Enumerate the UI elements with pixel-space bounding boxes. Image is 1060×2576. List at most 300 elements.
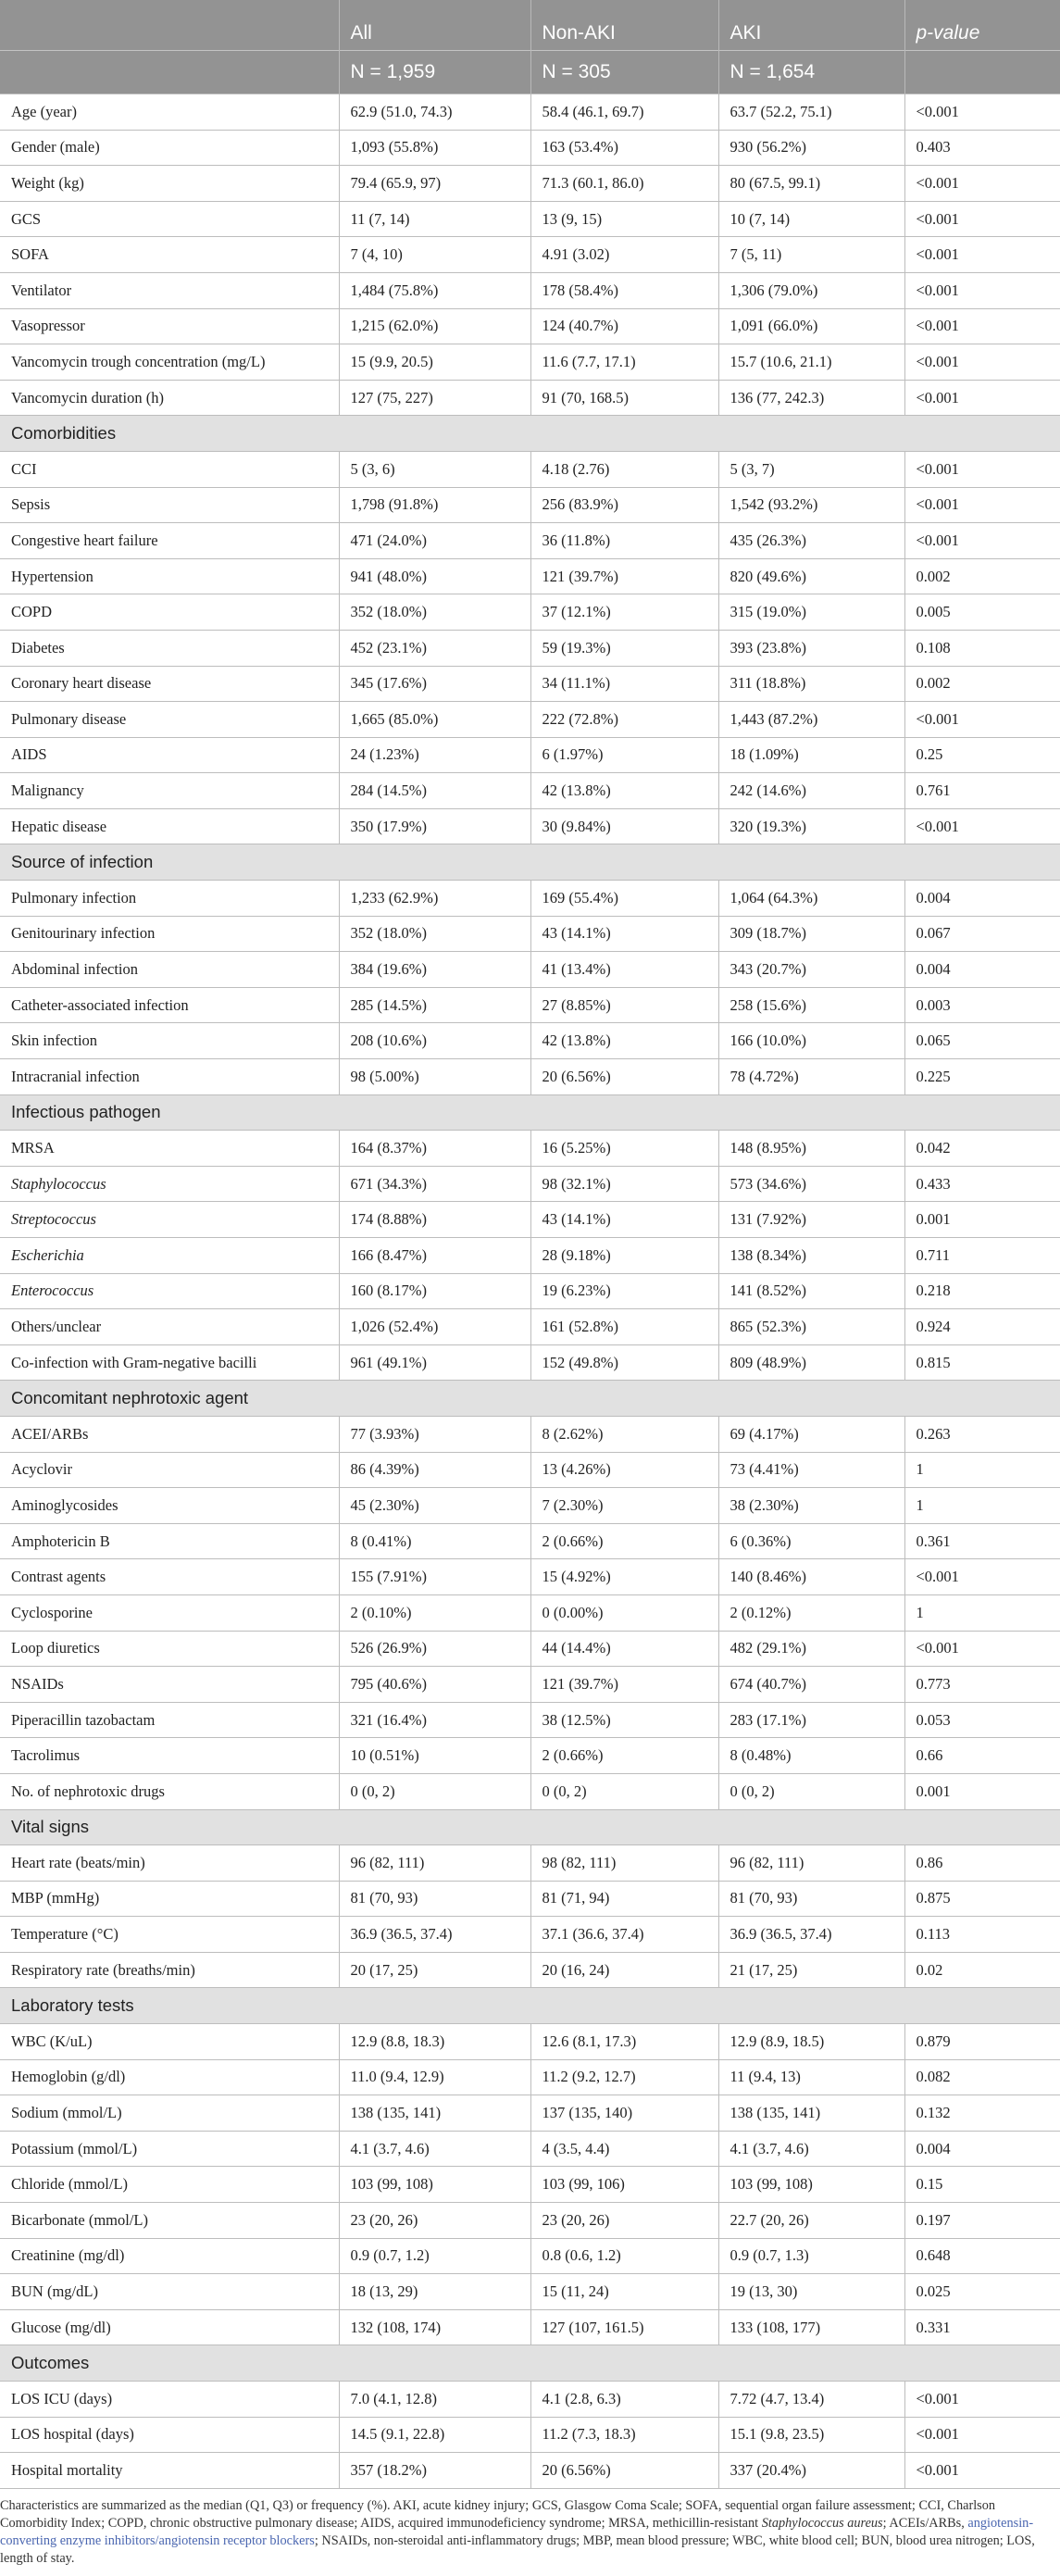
p-value-cell: 0.218: [904, 1273, 1060, 1309]
header-p-value: p-value: [904, 0, 1060, 51]
p-value-cell: <0.001: [904, 272, 1060, 308]
non-aki-cell: 0.8 (0.6, 1.2): [530, 2238, 718, 2274]
p-value-cell: 0.042: [904, 1131, 1060, 1167]
aki-cell: 69 (4.17%): [718, 1416, 904, 1452]
non-aki-cell: 4.1 (2.8, 6.3): [530, 2382, 718, 2418]
table-row: [0, 487, 1060, 523]
aki-cell: 482 (29.1%): [718, 1631, 904, 1667]
footnote-text-1: Characteristics are summarized as the median (Q1, Q3) or frequency (%). AKI, acute kidney injury; GCS, Glasgow Coma Scale; SOFA, sequential organ failure assessment; CCI, Charlson Comorbidity Index; COPD, chronic obstructive pulmonary disease; AIDS, acquired immunodeficiency syndrome; MRSA, methicillin-resistant: [0, 2498, 996, 2531]
aki-cell: 131 (7.92%): [718, 1202, 904, 1238]
p-value-cell: 0.025: [904, 2274, 1060, 2310]
all-cell: 10 (0.51%): [339, 1738, 530, 1774]
p-value-cell: 0.004: [904, 2131, 1060, 2167]
p-value-cell: 1: [904, 1452, 1060, 1488]
table-row: [0, 1667, 1060, 1703]
p-value-cell: 0.004: [904, 952, 1060, 988]
all-cell: 941 (48.0%): [339, 558, 530, 594]
table-row: [0, 1238, 1060, 1274]
non-aki-cell: 38 (12.5%): [530, 1702, 718, 1738]
footnote-italic-species: Staphylococcus aureus: [761, 2516, 883, 2531]
p-value-cell: <0.001: [904, 166, 1060, 202]
aki-cell: 337 (20.4%): [718, 2453, 904, 2489]
non-aki-cell: 121 (39.7%): [530, 1667, 718, 1703]
p-value-cell: 0.02: [904, 1952, 1060, 1988]
table-row: [0, 1488, 1060, 1524]
row-label-cell: BUN (mg/dL): [0, 2274, 339, 2310]
row-label-cell: NSAIDs: [0, 1667, 339, 1703]
non-aki-cell: 13 (4.26%): [530, 1452, 718, 1488]
p-value-cell: 0.648: [904, 2238, 1060, 2274]
p-value-cell: 0.15: [904, 2167, 1060, 2203]
all-cell: 138 (135, 141): [339, 2095, 530, 2132]
non-aki-cell: 6 (1.97%): [530, 737, 718, 773]
row-label-cell: Loop diuretics: [0, 1631, 339, 1667]
aki-cell: 0.9 (0.7, 1.3): [718, 2238, 904, 2274]
table-row: [0, 1917, 1060, 1953]
section-header-row: [0, 1381, 1060, 1417]
row-label-cell: Catheter-associated infection: [0, 987, 339, 1023]
table-row: [0, 237, 1060, 273]
aki-cell: 19 (13, 30): [718, 2274, 904, 2310]
all-cell: 77 (3.93%): [339, 1416, 530, 1452]
row-label-cell: Malignancy: [0, 773, 339, 809]
p-value-cell: <0.001: [904, 1631, 1060, 1667]
table-row: [0, 2131, 1060, 2167]
non-aki-cell: 121 (39.7%): [530, 558, 718, 594]
row-label-cell: Pulmonary disease: [0, 702, 339, 738]
p-value-cell: 0.132: [904, 2095, 1060, 2132]
aki-cell: 36.9 (36.5, 37.4): [718, 1917, 904, 1953]
all-cell: 961 (49.1%): [339, 1344, 530, 1381]
aki-cell: 141 (8.52%): [718, 1273, 904, 1309]
p-value-cell: 0.053: [904, 1702, 1060, 1738]
section-header-row: [0, 2345, 1060, 2382]
all-cell: 24 (1.23%): [339, 737, 530, 773]
p-value-cell: <0.001: [904, 237, 1060, 273]
footnote-link-acei-arb[interactable]: angiotensin-converting enzyme inhibitors/angiotensin receptor blockers: [0, 2516, 1034, 2548]
aki-cell: 81 (70, 93): [718, 1881, 904, 1917]
all-cell: 0 (0, 2): [339, 1773, 530, 1809]
all-cell: 20 (17, 25): [339, 1952, 530, 1988]
p-value-cell: 0.361: [904, 1523, 1060, 1559]
non-aki-cell: 28 (9.18%): [530, 1238, 718, 1274]
p-value-cell: 0.773: [904, 1667, 1060, 1703]
section-header-row: [0, 1809, 1060, 1845]
p-value-cell: <0.001: [904, 2382, 1060, 2418]
p-value-cell: 0.002: [904, 666, 1060, 702]
all-cell: 1,484 (75.8%): [339, 272, 530, 308]
table-row: [0, 1523, 1060, 1559]
non-aki-cell: 15 (11, 24): [530, 2274, 718, 2310]
aki-cell: 0 (0, 2): [718, 1773, 904, 1809]
non-aki-cell: 20 (6.56%): [530, 1059, 718, 1095]
non-aki-cell: 27 (8.85%): [530, 987, 718, 1023]
all-cell: 132 (108, 174): [339, 2309, 530, 2345]
table-row: [0, 2417, 1060, 2453]
p-value-cell: 0.002: [904, 558, 1060, 594]
table-row: [0, 1202, 1060, 1238]
table-row: [0, 308, 1060, 344]
table-row: [0, 1702, 1060, 1738]
aki-cell: 4.1 (3.7, 4.6): [718, 2131, 904, 2167]
row-label-cell: Hemoglobin (g/dl): [0, 2059, 339, 2095]
p-value-cell: 1: [904, 1488, 1060, 1524]
table-row: [0, 881, 1060, 917]
all-cell: 1,665 (85.0%): [339, 702, 530, 738]
aki-cell: 96 (82, 111): [718, 1845, 904, 1882]
row-label-cell: Sepsis: [0, 487, 339, 523]
non-aki-cell: 19 (6.23%): [530, 1273, 718, 1309]
all-cell: 1,798 (91.8%): [339, 487, 530, 523]
non-aki-cell: 12.6 (8.1, 17.3): [530, 2024, 718, 2060]
table-row: [0, 1273, 1060, 1309]
non-aki-cell: 4.18 (2.76): [530, 451, 718, 487]
section-header-row: [0, 844, 1060, 881]
aki-cell: 1,091 (66.0%): [718, 308, 904, 344]
row-label-cell: Coronary heart disease: [0, 666, 339, 702]
p-value-cell: 0.108: [904, 630, 1060, 666]
all-cell: 357 (18.2%): [339, 2453, 530, 2489]
non-aki-cell: 127 (107, 161.5): [530, 2309, 718, 2345]
footnote-text-2: ; ACEIs/ARBs,: [882, 2516, 968, 2531]
p-value-cell: <0.001: [904, 487, 1060, 523]
all-cell: 4.1 (3.7, 4.6): [339, 2131, 530, 2167]
p-value-cell: 0.815: [904, 1344, 1060, 1381]
aki-cell: 138 (8.34%): [718, 1238, 904, 1274]
table-row: [0, 1131, 1060, 1167]
row-label-cell: Genitourinary infection: [0, 916, 339, 952]
row-label-cell: GCS: [0, 201, 339, 237]
aki-cell: 1,306 (79.0%): [718, 272, 904, 308]
non-aki-cell: 178 (58.4%): [530, 272, 718, 308]
p-value-cell: <0.001: [904, 2453, 1060, 2489]
aki-cell: 103 (99, 108): [718, 2167, 904, 2203]
p-value-cell: 0.225: [904, 1059, 1060, 1095]
aki-cell: 393 (23.8%): [718, 630, 904, 666]
row-label-cell: Potassium (mmol/L): [0, 2131, 339, 2167]
p-value-cell: <0.001: [904, 808, 1060, 844]
all-cell: 284 (14.5%): [339, 773, 530, 809]
all-cell: 526 (26.9%): [339, 1631, 530, 1667]
non-aki-cell: 81 (71, 94): [530, 1881, 718, 1917]
table-row: [0, 808, 1060, 844]
aki-cell: 674 (40.7%): [718, 1667, 904, 1703]
non-aki-cell: 15 (4.92%): [530, 1559, 718, 1595]
all-cell: 1,026 (52.4%): [339, 1309, 530, 1345]
row-label-cell: Bicarbonate (mmol/L): [0, 2203, 339, 2239]
header-blank: [0, 0, 339, 51]
non-aki-cell: 11.2 (9.2, 12.7): [530, 2059, 718, 2095]
p-value-cell: <0.001: [904, 94, 1060, 131]
row-label-cell: Age (year): [0, 94, 339, 131]
row-label-cell: SOFA: [0, 237, 339, 273]
row-label-cell: Vancomycin trough concentration (mg/L): [0, 344, 339, 381]
header-aki: AKI: [718, 0, 904, 51]
all-cell: 12.9 (8.8, 18.3): [339, 2024, 530, 2060]
all-cell: 127 (75, 227): [339, 380, 530, 416]
p-value-cell: 0.004: [904, 881, 1060, 917]
aki-cell: 930 (56.2%): [718, 130, 904, 166]
non-aki-cell: 161 (52.8%): [530, 1309, 718, 1345]
all-cell: 36.9 (36.5, 37.4): [339, 1917, 530, 1953]
row-label-cell: Ventilator: [0, 272, 339, 308]
aki-cell: 6 (0.36%): [718, 1523, 904, 1559]
count-blank: [0, 51, 339, 94]
all-cell: 11 (7, 14): [339, 201, 530, 237]
row-label-cell: Cyclosporine: [0, 1594, 339, 1631]
aki-cell: 7 (5, 11): [718, 237, 904, 273]
p-value-cell: 0.66: [904, 1738, 1060, 1774]
table-row: [0, 630, 1060, 666]
header-row-groups: [0, 0, 1060, 51]
all-cell: 14.5 (9.1, 22.8): [339, 2417, 530, 2453]
table-row: [0, 702, 1060, 738]
row-label-cell: Sodium (mmol/L): [0, 2095, 339, 2132]
all-cell: 7.0 (4.1, 12.8): [339, 2382, 530, 2418]
table-row: [0, 1952, 1060, 1988]
all-cell: 79.4 (65.9, 97): [339, 166, 530, 202]
all-cell: 11.0 (9.4, 12.9): [339, 2059, 530, 2095]
aki-cell: 809 (48.9%): [718, 1344, 904, 1381]
table-row: [0, 2309, 1060, 2345]
aki-cell: 80 (67.5, 99.1): [718, 166, 904, 202]
row-label-cell: Congestive heart failure: [0, 523, 339, 559]
table-row: [0, 94, 1060, 131]
table-footnote: [0, 2497, 1055, 2568]
all-cell: 155 (7.91%): [339, 1559, 530, 1595]
section-header-row: [0, 416, 1060, 452]
non-aki-cell: 42 (13.8%): [530, 1023, 718, 1059]
non-aki-cell: 256 (83.9%): [530, 487, 718, 523]
all-cell: 471 (24.0%): [339, 523, 530, 559]
table-row: [0, 1738, 1060, 1774]
table-row: [0, 166, 1060, 202]
non-aki-cell: 71.3 (60.1, 86.0): [530, 166, 718, 202]
all-cell: 452 (23.1%): [339, 630, 530, 666]
aki-cell: 63.7 (52.2, 75.1): [718, 94, 904, 131]
aki-cell: 5 (3, 7): [718, 451, 904, 487]
non-aki-cell: 13 (9, 15): [530, 201, 718, 237]
table-row: [0, 130, 1060, 166]
table-row: [0, 451, 1060, 487]
non-aki-cell: 37 (12.1%): [530, 594, 718, 631]
table-row: [0, 1559, 1060, 1595]
aki-cell: 140 (8.46%): [718, 1559, 904, 1595]
all-cell: 98 (5.00%): [339, 1059, 530, 1095]
aki-cell: 311 (18.8%): [718, 666, 904, 702]
p-value-cell: 0.003: [904, 987, 1060, 1023]
table-row: [0, 1773, 1060, 1809]
table-row: [0, 1344, 1060, 1381]
non-aki-cell: 2 (0.66%): [530, 1523, 718, 1559]
row-label-cell: WBC (K/uL): [0, 2024, 339, 2060]
non-aki-cell: 59 (19.3%): [530, 630, 718, 666]
p-value-cell: 0.761: [904, 773, 1060, 809]
p-value-cell: 0.86: [904, 1845, 1060, 1882]
non-aki-cell: 11.2 (7.3, 18.3): [530, 2417, 718, 2453]
non-aki-cell: 163 (53.4%): [530, 130, 718, 166]
table-header: [0, 0, 1060, 94]
aki-cell: 283 (17.1%): [718, 1702, 904, 1738]
table-row: [0, 558, 1060, 594]
table-body: [0, 94, 1060, 2489]
p-value-cell: 0.113: [904, 1917, 1060, 1953]
row-label-cell: Aminoglycosides: [0, 1488, 339, 1524]
table-row: [0, 2059, 1060, 2095]
table-row: [0, 344, 1060, 381]
footnote-text-3: ; NSAIDs, non-steroidal anti-inflammatory drugs; MBP, mean blood pressure; WBC, white blood cell; BUN, blood urea nitrogen; LOS, length of stay.: [0, 2533, 1035, 2566]
all-cell: 86 (4.39%): [339, 1452, 530, 1488]
row-label-cell: MRSA: [0, 1131, 339, 1167]
all-cell: 1,233 (62.9%): [339, 881, 530, 917]
aki-cell: 136 (77, 242.3): [718, 380, 904, 416]
all-cell: 5 (3, 6): [339, 451, 530, 487]
row-label-cell: Tacrolimus: [0, 1738, 339, 1774]
row-label-cell: Heart rate (beats/min): [0, 1845, 339, 1882]
table-row: [0, 2095, 1060, 2132]
non-aki-cell: 43 (14.1%): [530, 916, 718, 952]
section-label: Comorbidities: [0, 416, 1060, 452]
table-row: [0, 773, 1060, 809]
aki-cell: 865 (52.3%): [718, 1309, 904, 1345]
all-cell: 350 (17.9%): [339, 808, 530, 844]
aki-cell: 11 (9.4, 13): [718, 2059, 904, 2095]
non-aki-cell: 58.4 (46.1, 69.7): [530, 94, 718, 131]
aki-cell: 38 (2.30%): [718, 1488, 904, 1524]
non-aki-cell: 30 (9.84%): [530, 808, 718, 844]
all-cell: 23 (20, 26): [339, 2203, 530, 2239]
table-row: [0, 1452, 1060, 1488]
section-label: Outcomes: [0, 2345, 1060, 2382]
all-cell: 164 (8.37%): [339, 1131, 530, 1167]
p-value-cell: 1: [904, 1594, 1060, 1631]
row-label-cell: Chloride (mmol/L): [0, 2167, 339, 2203]
count-all: N = 1,959: [339, 51, 530, 94]
p-value-cell: 0.331: [904, 2309, 1060, 2345]
p-value-cell: <0.001: [904, 201, 1060, 237]
row-label-cell: CCI: [0, 451, 339, 487]
aki-cell: 138 (135, 141): [718, 2095, 904, 2132]
non-aki-cell: 169 (55.4%): [530, 881, 718, 917]
aki-cell: 22.7 (20, 26): [718, 2203, 904, 2239]
p-value-cell: 0.879: [904, 2024, 1060, 2060]
non-aki-cell: 8 (2.62%): [530, 1416, 718, 1452]
non-aki-cell: 11.6 (7.7, 17.1): [530, 344, 718, 381]
p-value-cell: 0.067: [904, 916, 1060, 952]
aki-cell: 18 (1.09%): [718, 737, 904, 773]
non-aki-cell: 2 (0.66%): [530, 1738, 718, 1774]
p-value-cell: 0.263: [904, 1416, 1060, 1452]
all-cell: 8 (0.41%): [339, 1523, 530, 1559]
table-row: [0, 2274, 1060, 2310]
all-cell: 0.9 (0.7, 1.2): [339, 2238, 530, 2274]
non-aki-cell: 36 (11.8%): [530, 523, 718, 559]
row-label-cell: ACEI/ARBs: [0, 1416, 339, 1452]
p-value-cell: <0.001: [904, 523, 1060, 559]
table-row: [0, 1023, 1060, 1059]
all-cell: 103 (99, 108): [339, 2167, 530, 2203]
non-aki-cell: 0 (0.00%): [530, 1594, 718, 1631]
aki-cell: 258 (15.6%): [718, 987, 904, 1023]
p-value-cell: 0.711: [904, 1238, 1060, 1274]
aki-cell: 343 (20.7%): [718, 952, 904, 988]
row-label-cell: Staphylococcus: [0, 1166, 339, 1202]
row-label-cell: Piperacillin tazobactam: [0, 1702, 339, 1738]
table-row: [0, 1059, 1060, 1095]
table-row: [0, 1309, 1060, 1345]
all-cell: 1,215 (62.0%): [339, 308, 530, 344]
all-cell: 321 (16.4%): [339, 1702, 530, 1738]
p-value-cell: 0.875: [904, 1881, 1060, 1917]
table-row: [0, 2453, 1060, 2489]
all-cell: 7 (4, 10): [339, 237, 530, 273]
row-label-cell: Contrast agents: [0, 1559, 339, 1595]
table-row: [0, 2238, 1060, 2274]
p-value-cell: 0.433: [904, 1166, 1060, 1202]
row-label-cell: Gender (male): [0, 130, 339, 166]
non-aki-cell: 7 (2.30%): [530, 1488, 718, 1524]
table-row: [0, 2203, 1060, 2239]
row-label-cell: Intracranial infection: [0, 1059, 339, 1095]
table-row: [0, 1845, 1060, 1882]
aki-cell: 78 (4.72%): [718, 1059, 904, 1095]
all-cell: 1,093 (55.8%): [339, 130, 530, 166]
row-label-cell: Acyclovir: [0, 1452, 339, 1488]
p-value-cell: 0.403: [904, 130, 1060, 166]
aki-cell: 15.1 (9.8, 23.5): [718, 2417, 904, 2453]
aki-cell: 12.9 (8.9, 18.5): [718, 2024, 904, 2060]
table-row: [0, 2024, 1060, 2060]
table-row: [0, 952, 1060, 988]
row-label-cell: Glucose (mg/dl): [0, 2309, 339, 2345]
all-cell: 166 (8.47%): [339, 1238, 530, 1274]
row-label-cell: Vasopressor: [0, 308, 339, 344]
non-aki-cell: 16 (5.25%): [530, 1131, 718, 1167]
row-label-cell: Co-infection with Gram-negative bacilli: [0, 1344, 339, 1381]
table-row: [0, 272, 1060, 308]
table-row: [0, 737, 1060, 773]
row-label-cell: Escherichia: [0, 1238, 339, 1274]
header-all: All: [339, 0, 530, 51]
non-aki-cell: 44 (14.4%): [530, 1631, 718, 1667]
all-cell: 795 (40.6%): [339, 1667, 530, 1703]
non-aki-cell: 34 (11.1%): [530, 666, 718, 702]
aki-cell: 133 (108, 177): [718, 2309, 904, 2345]
table-row: [0, 1631, 1060, 1667]
row-label-cell: Others/unclear: [0, 1309, 339, 1345]
p-value-cell: 0.001: [904, 1773, 1060, 1809]
p-value-cell: 0.065: [904, 1023, 1060, 1059]
non-aki-cell: 98 (82, 111): [530, 1845, 718, 1882]
table-row: [0, 2167, 1060, 2203]
p-value-cell: <0.001: [904, 308, 1060, 344]
p-value-cell: <0.001: [904, 344, 1060, 381]
section-header-row: [0, 1094, 1060, 1131]
count-aki: N = 1,654: [718, 51, 904, 94]
aki-cell: 242 (14.6%): [718, 773, 904, 809]
row-label-cell: Respiratory rate (breaths/min): [0, 1952, 339, 1988]
p-value-cell: <0.001: [904, 702, 1060, 738]
all-cell: 18 (13, 29): [339, 2274, 530, 2310]
count-p-value: [904, 51, 1060, 94]
table-row: [0, 594, 1060, 631]
aki-cell: 820 (49.6%): [718, 558, 904, 594]
row-label-cell: Hospital mortality: [0, 2453, 339, 2489]
section-header-row: [0, 1988, 1060, 2024]
row-label-cell: LOS ICU (days): [0, 2382, 339, 2418]
table-row: [0, 380, 1060, 416]
table-row: [0, 1881, 1060, 1917]
